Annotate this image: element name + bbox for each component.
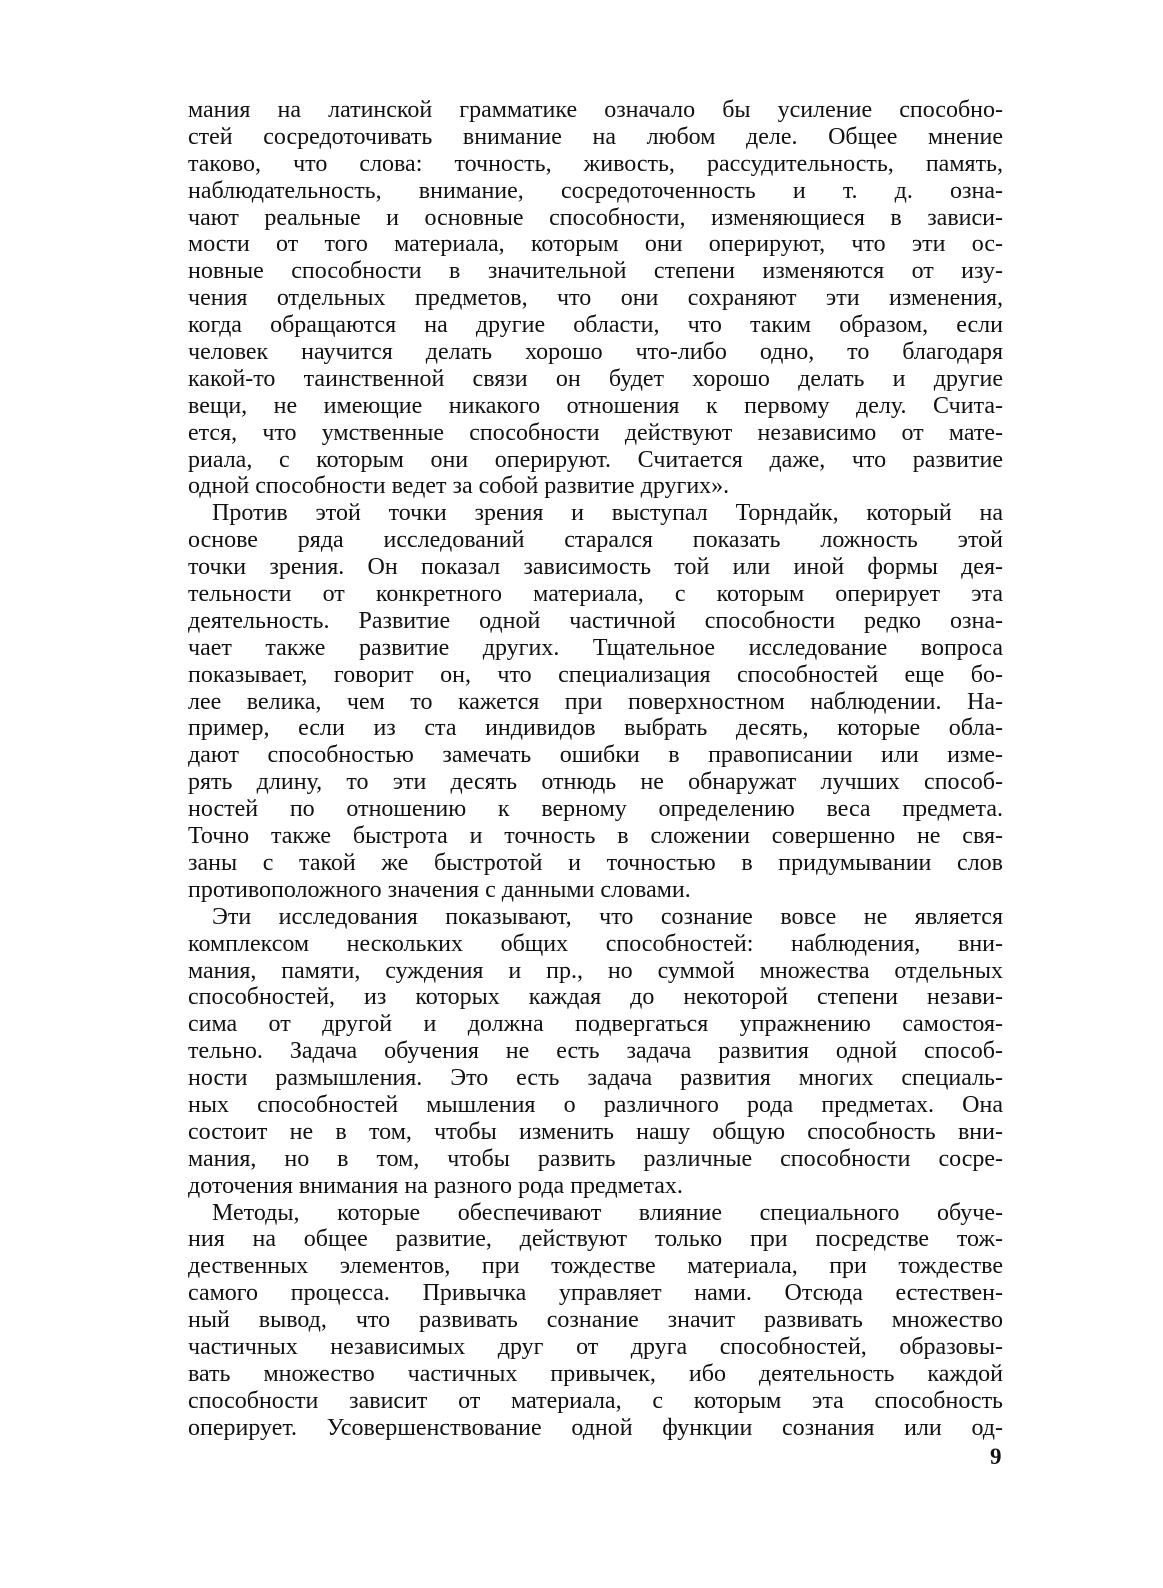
- text-line: новные способности в значительной степени изменяются от изу-: [188, 258, 1003, 285]
- text-line: ния на общее развитие, действуют только при посредстве тож-: [188, 1226, 1003, 1253]
- text-line: стей сосредоточивать внимание на любом деле. Общее мнение: [188, 123, 1003, 150]
- paragraph-2: [188, 500, 1003, 903]
- text-line: чения отдельных предметов, что они сохраняют эти изменения,: [188, 285, 1003, 312]
- text-line: рять длину, то эти десять отнюдь не обнаружат лучших способ-: [188, 769, 1003, 796]
- text-line: мания на латинской грамматике означало бы усиление способно-: [188, 97, 1003, 123]
- text-line: состоит не в том, чтобы изменить нашу общую способность вни-: [188, 1118, 1003, 1145]
- text-line: чает также развитие других. Тщательное исследование вопроса: [188, 634, 1003, 661]
- text-line: точки зрения. Он показал зависимость той или иной формы дея-: [188, 554, 1003, 581]
- text-line: деятельность. Развитие одной частичной способности редко озна-: [188, 607, 1003, 634]
- text-line: вать множество частичных привычек, ибо деятельность каждой: [188, 1360, 1003, 1387]
- text-line: основе ряда исследований старался показать ложность этой: [188, 527, 1003, 554]
- text-line: таково, что слова: точность, живость, рассудительность, память,: [188, 150, 1003, 177]
- text-line: риала, с которым они оперируют. Считается даже, что развитие: [188, 446, 1003, 473]
- text-line: показывает, говорит он, что специализация способностей еще бо-: [188, 661, 1003, 688]
- text-line: какой-то таинственной связи он будет хорошо делать и другие: [188, 365, 1003, 392]
- text-line: Эти исследования показывают, что сознание вовсе не является: [212, 903, 1003, 930]
- text-line: дественных элементов, при тождестве материала, при тождестве: [188, 1253, 1003, 1280]
- text-line: одной способности ведет за собой развитие других».: [188, 473, 730, 500]
- text-line: противоположного значения с данными словами.: [188, 876, 691, 903]
- text-line: ности размышления. Это есть задача развития многих специаль-: [188, 1065, 1003, 1092]
- text-line: доточения внимания на разного рода предметах.: [188, 1172, 683, 1199]
- text-line: ется, что умственные способности действуют независимо от мате-: [188, 419, 1003, 446]
- text-line: тельно. Задача обучения не есть задача развития одной способ-: [188, 1038, 1003, 1065]
- text-line: способностей, из которых каждая до некоторой степени незави-: [188, 984, 1003, 1011]
- text-line: тельности от конкретного материала, с которым оперирует эта: [188, 581, 1003, 608]
- text-line: ностей по отношению к верному определению веса предмета.: [188, 796, 1003, 823]
- text-line: дают способностью замечать ошибки в правописании или изме-: [188, 742, 1003, 769]
- text-line: лее велика, чем то кажется при поверхностном наблюдении. На-: [188, 688, 1003, 715]
- page-number: 9: [990, 1444, 1002, 1469]
- text-line: ных способностей мышления о различного рода предметах. Она: [188, 1091, 1003, 1118]
- text-line: пример, если из ста индивидов выбрать десять, которые обла-: [188, 715, 1003, 742]
- paragraph-3: [188, 904, 1003, 1200]
- text-line: Точно также быстрота и точность в сложении совершенно не свя-: [188, 823, 1003, 850]
- text-line: Против этой точки зрения и выступал Торндайк, который на: [212, 500, 1003, 527]
- paragraph-4: [188, 1200, 1003, 1442]
- text-line: способности зависит от материала, с которым эта способность: [188, 1387, 1003, 1414]
- text-line: когда обращаются на другие области, что таким образом, если: [188, 312, 1003, 339]
- paragraph-1: [188, 97, 1003, 500]
- text-line: Методы, которые обеспечивают влияние специального обуче-: [212, 1199, 1003, 1226]
- text-line: оперирует. Усовершенствование одной функции сознания или од-: [188, 1414, 1003, 1441]
- text-line: вещи, не имеющие никакого отношения к первому делу. Счита-: [188, 392, 1003, 419]
- text-line: частичных независимых друг от друга способностей, образовы-: [188, 1333, 1003, 1360]
- text-line: мания, памяти, суждения и пр., но суммой множества отдельных: [188, 957, 1003, 984]
- text-line: мости от того материала, которым они оперируют, что эти ос-: [188, 231, 1003, 258]
- text-line: человек научится делать хорошо что-либо одно, то благодаря: [188, 339, 1003, 366]
- text-line: наблюдательность, внимание, сосредоточенность и т. д. озна-: [188, 177, 1003, 204]
- text-line: заны с такой же быстротой и точностью в придумывании слов: [188, 849, 1003, 876]
- text-line: комплексом нескольких общих способностей: наблюдения, вни-: [188, 930, 1003, 957]
- text-line: мания, но в том, чтобы развить различные способности сосре-: [188, 1145, 1003, 1172]
- page-body: [188, 97, 1003, 1442]
- text-line: чают реальные и основные способности, изменяющиеся в зависи-: [188, 204, 1003, 231]
- text-line: ный вывод, что развивать сознание значит развивать множество: [188, 1307, 1003, 1334]
- text-line: самого процесса. Привычка управляет нами. Отсюда естествен-: [188, 1280, 1003, 1307]
- text-line: сима от другой и должна подвергаться упражнению самостоя-: [188, 1011, 1003, 1038]
